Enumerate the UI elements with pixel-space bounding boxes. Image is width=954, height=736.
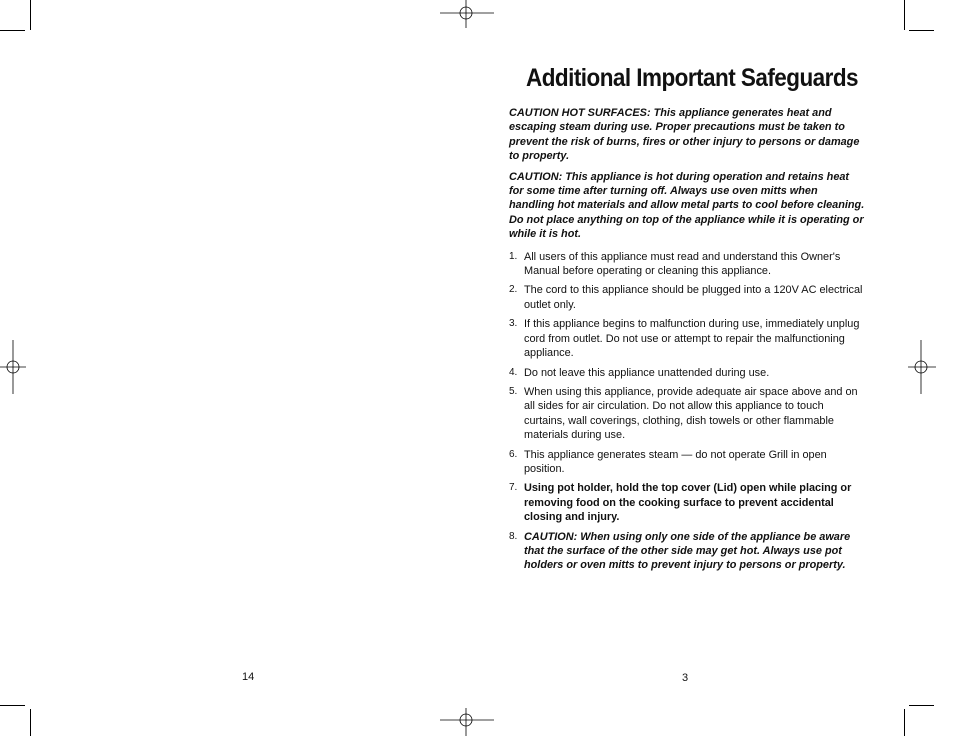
list-item <box>509 385 865 443</box>
page-number-left: 14 <box>242 671 255 683</box>
list-item <box>509 317 865 360</box>
crop-mark-bottom-left-horizontal <box>0 705 25 706</box>
item-number: 6. <box>509 448 518 460</box>
item-text: CAUTION: When using only one side of the appliance be aware that the surface of the other side may get hot. Always use pot holders or oven mitts to prevent injury to persons or property. <box>524 530 851 572</box>
item-number: 7. <box>509 482 518 494</box>
item-text: Do not leave this appliance unattended during use. <box>524 366 770 379</box>
list-item <box>509 530 865 573</box>
registration-mark-right <box>906 340 936 394</box>
item-number: 1. <box>509 250 518 262</box>
crop-mark-bottom-left-vertical <box>30 709 31 736</box>
list-item <box>509 283 865 312</box>
page-number-right: 3 <box>682 672 689 684</box>
item-text: Using pot holder, hold the top cover (Lid) open while placing or removing food on the cooking surface to prevent accidental closing and injury. <box>524 482 852 524</box>
crop-mark-top-right-horizontal <box>909 30 934 31</box>
item-text: This appliance generates steam — do not operate Grill in open position. <box>524 448 827 475</box>
list-item <box>509 250 865 279</box>
safeguard-list <box>509 250 865 573</box>
registration-mark-bottom <box>440 706 494 736</box>
list-item <box>509 481 865 524</box>
registration-mark-top <box>440 0 494 30</box>
crop-mark-top-right-vertical <box>904 0 905 30</box>
item-number: 2. <box>509 284 518 296</box>
item-text: When using this appliance, provide adequate air space above and on all sides for air circulation. Do not allow this appliance to touch curtains, wall coverings, clothing, dish towels or other flammable materials during use. <box>524 385 858 442</box>
crop-mark-top-left-vertical <box>30 0 31 30</box>
item-text: The cord to this appliance should be plugged into a 120V AC electrical outlet only. <box>524 284 863 311</box>
caution-hot-operation: CAUTION: This appliance is hot during operation and retains heat for some time after turning off. Always use oven mitts when handling hot materials and allow metal parts to cool before cleaning. Do not place anything on top of the appliance while it is operating or while it is hot. <box>509 170 865 241</box>
page-title: Additional Important Safeguards <box>526 64 859 92</box>
safeguards-content <box>509 106 865 578</box>
crop-mark-bottom-right-horizontal <box>909 705 934 706</box>
crop-mark-top-left-horizontal <box>0 30 25 31</box>
registration-mark-left <box>0 340 30 394</box>
item-text: If this appliance begins to malfunction during use, immediately unplug cord from outlet. Do not use or attempt to repair the malfunctioning appliance. <box>524 318 860 360</box>
item-number: 8. <box>509 530 518 542</box>
item-number: 4. <box>509 366 518 378</box>
item-text: All users of this appliance must read and understand this Owner's Manual before operating or cleaning this appliance. <box>524 250 841 278</box>
list-item <box>509 448 865 477</box>
crop-mark-bottom-right-vertical <box>904 709 905 736</box>
list-item <box>509 366 865 380</box>
item-number: 5. <box>509 385 518 397</box>
item-number: 3. <box>509 318 518 330</box>
caution-hot-surfaces: CAUTION HOT SURFACES: This appliance generates heat and escaping steam during use. Proper precautions must be taken to prevent the risk of burns, fires or other injury to persons or damage to property. <box>509 107 860 163</box>
